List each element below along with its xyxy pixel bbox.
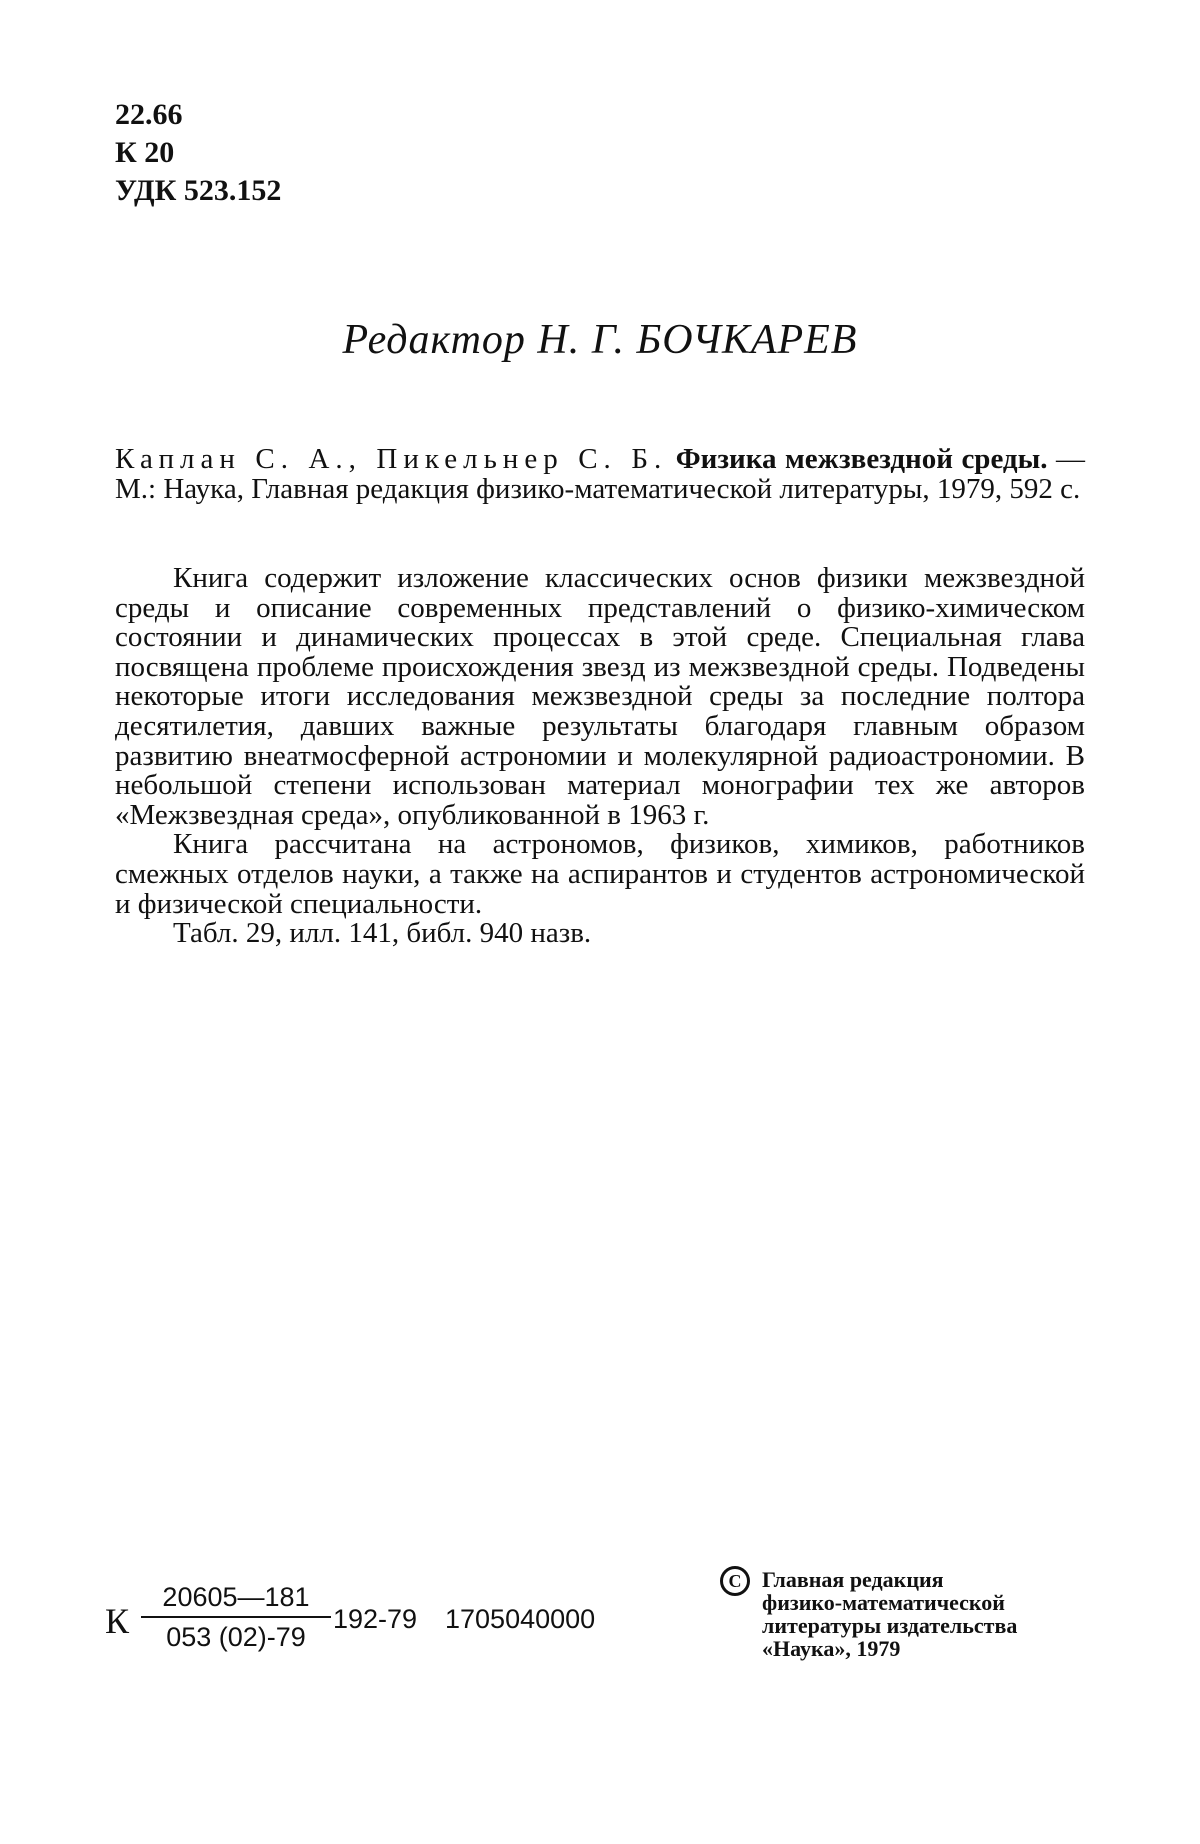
copyright-line-4: «Наука», 1979 <box>762 1636 901 1661</box>
copyright-line-1: Главная редакция <box>762 1567 944 1592</box>
book-title: Физика межзвездной среды. <box>675 443 1048 475</box>
abstract <box>115 564 1085 949</box>
index-code-2: 192-79 <box>333 1604 418 1634</box>
copyright-line-3: литературы издательства <box>762 1613 1018 1638</box>
classification-codes <box>115 96 281 210</box>
index-fraction <box>141 1580 331 1654</box>
abstract-paragraph-1: Книга содержит изложение классических основ физики межзвездной среды и описание современных представлений о физико-химическом состоянии и динамических процессах в этой среде. Специальная глава посвящена проблеме происхождения звезд из межзвездной среды. Подведены некоторые итоги исследования межзвездной среды за последние полтора десятилетия, давших важные результаты благодаря главным образом развитию внеатмосферной астрономии и молекулярной радиоастрономии. В небольшой степени использован материал монографии тех же авторов «Межзвездная среда», опубликованной в 1963 г. <box>115 562 1085 831</box>
index-code-3: 1705040000 <box>445 1604 596 1634</box>
abstract-paragraph-2: Книга рассчитана на астрономов, физиков, химиков, работников смежных отделов науки, а также на аспирантов и студентов астрономической и физической специальности. <box>115 828 1085 920</box>
publication-info: — М.: Наука, Главная редакция физико-математической литературы, 1979, 592 с. <box>115 443 1086 505</box>
fraction-bar <box>141 1616 331 1618</box>
index-denominator: 053 (02)-79 <box>166 1622 306 1652</box>
bibliographic-record <box>115 444 1085 504</box>
index-letter: К <box>105 1601 130 1641</box>
editor-line: Редактор Н. Г. БОЧКАРЕВ <box>342 317 858 363</box>
copyright-notice <box>720 1568 1100 1660</box>
copyright-line-2: физико-математической <box>762 1590 1005 1615</box>
publisher-index <box>105 1580 625 1660</box>
copyright-icon: C <box>720 1566 750 1596</box>
udc-code: УДК 523.152 <box>115 174 282 207</box>
authors: Каплан С. А., Пикельнер С. Б. <box>115 443 668 475</box>
index-numerator: 20605—181 <box>162 1582 310 1612</box>
bbk-code: 22.66 <box>115 98 183 131</box>
author-mark: К 20 <box>115 136 175 169</box>
abstract-stats: Табл. 29, илл. 141, библ. 940 назв. <box>173 917 592 950</box>
